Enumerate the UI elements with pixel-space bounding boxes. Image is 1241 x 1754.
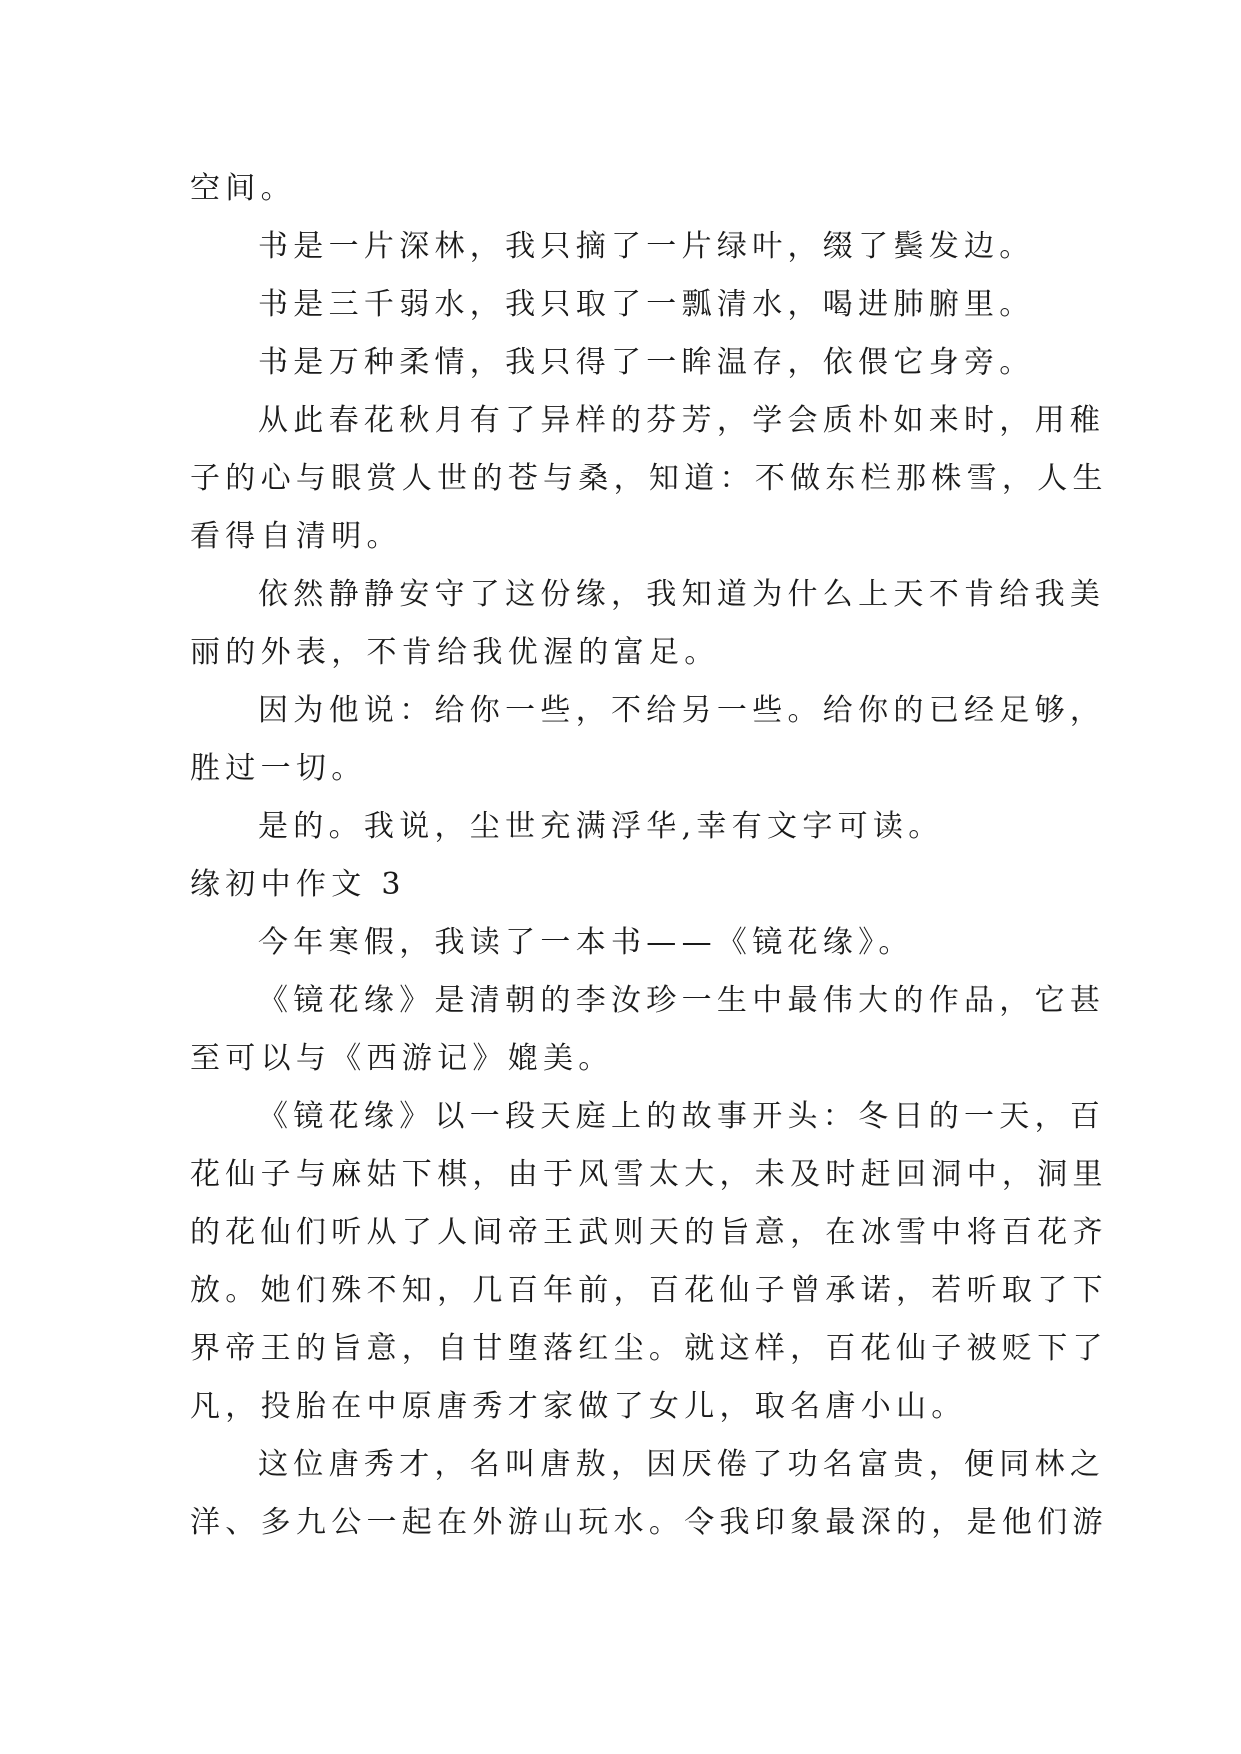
text-line: 书是一片深林，我只摘了一片绿叶，缀了鬓发边。 [258,229,1035,264]
text-line: 因为他说：给你一些，不给另一些。给你的已经足够， [258,693,1106,728]
text-line: 依然静静安守了这份缘，我知道为什么上天不肯给我美 [258,577,1106,612]
text-line: 从此春花秋月有了异样的芬芳，学会质朴如来时，用稚 [258,403,1106,438]
text-line: 丽的外表，不肯给我优渥的富足。 [190,635,720,670]
text-line: 今年寒假，我读了一本书——《镜花缘》。 [258,925,914,960]
text-line: 这位唐秀才，名叫唐敖，因厌倦了功名富贵，便同林之 [258,1447,1106,1482]
text-line: 放。她们殊不知，几百年前，百花仙子曾承诺，若听取了下 [190,1273,1108,1308]
text-line: 凡，投胎在中原唐秀才家做了女儿，取名唐小山。 [190,1389,967,1424]
text-line: 书是三千弱水，我只取了一瓢清水，喝进肺腑里。 [258,287,1035,322]
text-line: 书是万种柔情，我只得了一眸温存，依偎它身旁。 [258,345,1035,380]
section-heading: 缘初中作文 3 [190,867,406,902]
text-line: 《镜花缘》是清朝的李汝珍一生中最伟大的作品，它甚 [258,983,1106,1018]
text-line: 看得自清明。 [190,519,402,554]
text-line: 界帝王的旨意，自甘堕落红尘。就这样，百花仙子被贬下了 [190,1331,1108,1366]
text-line: 子的心与眼赏人世的苍与桑，知道：不做东栏那株雪，人生 [190,461,1108,496]
text-line: 《镜花缘》以一段天庭上的故事开头：冬日的一天，百 [258,1099,1106,1134]
text-line: 胜过一切。 [190,751,367,786]
text-line: 洋、多九公一起在外游山玩水。令我印象最深的，是他们游 [190,1505,1108,1540]
text-line: 花仙子与麻姑下棋，由于风雪太大，未及时赶回洞中，洞里 [190,1157,1108,1192]
text-line: 至可以与《西游记》媲美。 [190,1041,614,1076]
text-line: 空间。 [190,171,296,206]
text-line: 是的。我说，尘世充满浮华,幸有文字可读。 [258,809,944,844]
text-line: 的花仙们听从了人间帝王武则天的旨意，在冰雪中将百花齐 [190,1215,1108,1250]
